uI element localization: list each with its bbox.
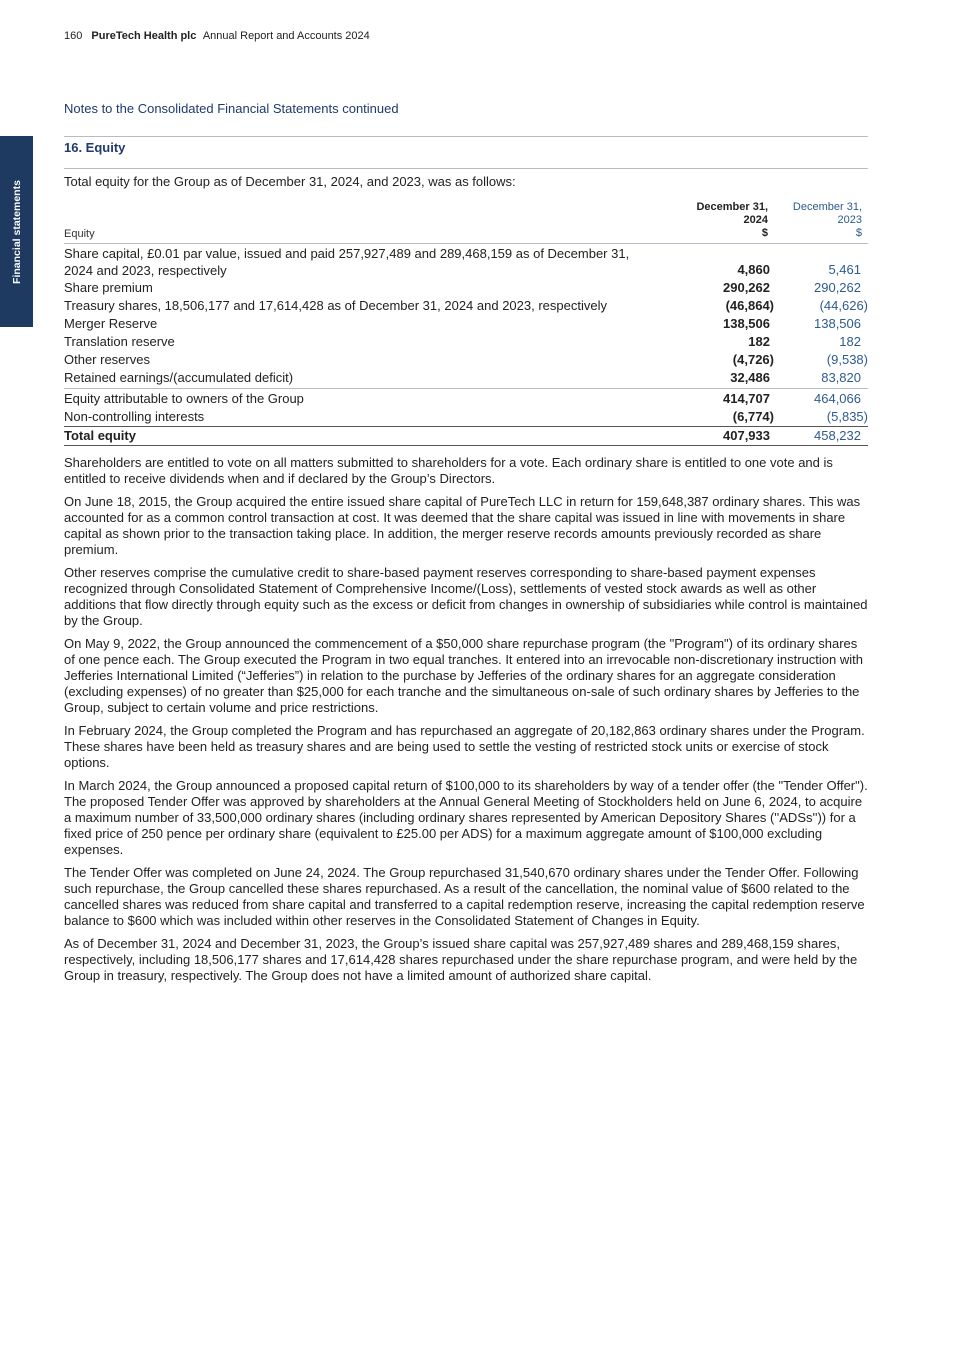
row-label: Merger Reserve — [64, 316, 158, 331]
value-2024: 138,506 — [723, 316, 770, 331]
paragraph: In February 2024, the Group completed the Program and has repurchased an aggregate of 20,182,863 ordinary shares under the Program. These shares have been held as treasury shares and are being used to settle the vesting of restricted stock units or exercise of stock options. — [64, 723, 865, 770]
table-row-treasury-shares — [64, 297, 868, 315]
body-text — [64, 455, 870, 991]
table-row-translation-reserve — [64, 333, 868, 351]
table-row-share-premium — [64, 279, 868, 297]
row-label: Non-controlling interests — [64, 409, 205, 424]
value-2024: (46,864) — [725, 298, 774, 313]
column-header-2024 — [696, 201, 768, 240]
value-2024: 182 — [748, 334, 770, 349]
col-2023-line2: 2023 — [837, 214, 862, 226]
company-name: PureTech Health plc — [91, 30, 197, 42]
running-header — [64, 30, 370, 42]
row-label: Translation reserve — [64, 334, 175, 349]
table-row-retained-earnings — [64, 369, 868, 387]
value-2023: 290,262 — [814, 280, 861, 295]
value-2023: 138,506 — [814, 316, 861, 331]
row-label: Share capital, £0.01 par value, issued and paid 257,927,489 and 289,468,159 as of December 31, — [64, 246, 630, 261]
value-2024: 407,933 — [723, 428, 770, 443]
col-2023-line1: December 31, — [792, 201, 862, 213]
table-row-other-reserves — [64, 351, 868, 369]
paragraph: Other reserves comprise the cumulative credit to share-based payment reserves corresponding to share-based payment expenses recognized through Consolidated Statement of Comprehensive Income/(Loss), settlements of vested stock awards as well as other additions that flow directly through equity such as the excess or deficit from changes in ownership of subsidiaries while control is maintained by the Group. — [64, 565, 868, 628]
table-row-share-capital — [64, 243, 868, 279]
col-2023-unit: $ — [855, 227, 862, 239]
label-column-header: Equity — [64, 228, 95, 240]
notes-title: Notes to the Consolidated Financial Statements continued — [64, 101, 399, 116]
row-label: Total equity — [64, 428, 136, 443]
paragraph: Shareholders are entitled to vote on all matters submitted to shareholders for a vote. Each ordinary share is entitled to one vote and is entitled to receive dividends when and if declared by the Group’s Directors. — [64, 455, 833, 486]
col-2024-line2: 2024 — [743, 214, 768, 226]
row-label: Treasury shares, 18,506,177 and 17,614,428 as of December 31, 2024 and 2023, respectively — [64, 298, 607, 313]
col-2024-line1: December 31, — [696, 201, 768, 213]
paragraph: On May 9, 2022, the Group announced the commencement of a $50,000 share repurchase program (the "Program") of its ordinary shares of one pence each. The Group executed the Program in two equal tranches. It entered into an irrevocable non-discretionary instruction with Jefferies International Limited (“Jefferies”) in relation to the purchase by Jefferies of the ordinary shares for an aggregate consideration (excluding expenses) of no greater than $25,000 for each tranche and the simultaneous on-sale of such ordinary shares by Jefferies to the Group, subject to certain volume and price restrictions. — [64, 636, 863, 715]
row-label: Equity attributable to owners of the Group — [64, 391, 304, 406]
paragraph: On June 18, 2015, the Group acquired the entire issued share capital of PureTech LLC in return for 159,648,387 ordinary shares. This was accounted for as a common control transaction at cost. It was deemed that the share capital was issued in line with movements in share capital as shown prior to the transaction taking place. In addition, the merger reserve records amounts previously recorded as share premium. — [64, 494, 861, 557]
value-2024: (6,774) — [732, 409, 774, 424]
row-label: Retained earnings/(accumulated deficit) — [64, 370, 294, 385]
divider-top — [64, 136, 868, 137]
table-row-non-controlling — [64, 408, 868, 426]
value-2023: (5,835) — [826, 409, 868, 424]
column-header-2023 — [793, 201, 862, 240]
value-2023: 458,232 — [814, 428, 861, 443]
paragraph: The Tender Offer was completed on June 24, 2024. The Group repurchased 31,540,670 ordinary shares under the Tender Offer. Following such repurchase, the Group cancelled these shares repurchased. As a result of the cancellation, the nominal value of $600 related to the cancelled shares was reduced from share capital and transferred to a capital redemption reserve, increasing the capital redemption reserve balance to $600 which was included within other reserves in the Consolidated Statement of Changes in Equity. — [64, 865, 865, 928]
paragraph: As of December 31, 2024 and December 31, 2023, the Group’s issued share capital was 257,927,489 shares and 289,468,159 shares, respectively, including 18,506,177 shares and 17,614,428 shares repurchased under the share repurchase program, and were held by the Group in treasury, respectively. The Group does not have a limited amount of authorized share capital. — [64, 936, 858, 983]
section-heading: 16. Equity — [64, 140, 126, 155]
row-label-cont: 2024 and 2023, respectively — [64, 263, 227, 278]
value-2024: 32,486 — [730, 370, 770, 385]
table-row-total-equity — [64, 426, 868, 446]
row-label: Other reserves — [64, 352, 150, 367]
divider-heading — [64, 168, 868, 169]
equity-table-header — [64, 200, 868, 242]
value-2023: (9,538) — [826, 352, 868, 367]
value-2023: 182 — [839, 334, 861, 349]
page-number: 160 — [64, 30, 83, 42]
equity-table — [64, 200, 868, 446]
section-side-tab — [0, 136, 33, 327]
col-2024-unit: $ — [761, 227, 768, 239]
value-2023: (44,626) — [819, 298, 868, 313]
value-2023: 464,066 — [814, 391, 861, 406]
value-2024: 290,262 — [723, 280, 770, 295]
report-title: Annual Report and Accounts 2024 — [202, 30, 370, 42]
table-row-merger-reserve — [64, 315, 868, 333]
value-2023: 5,461 — [828, 262, 861, 277]
section-intro: Total equity for the Group as of December 31, 2024, and 2023, was as follows: — [64, 174, 516, 189]
paragraph: In March 2024, the Group announced a proposed capital return of $100,000 to its shareholders by way of a tender offer (the "Tender Offer"). The proposed Tender Offer was approved by shareholders at the Annual General Meeting of Stockholders held on June 6, 2024, to acquire a maximum number of 33,500,000 ordinary shares (including ordinary shares represented by American Depository Shares (''ADSs'')) for a fixed price of 250 pence per ordinary share (equivalent to £25.00 per ADS) for a maximum aggregate amount of $100,000 excluding expenses. — [64, 778, 868, 857]
side-tab-label: Financial statements — [10, 179, 23, 284]
value-2024: 414,707 — [723, 391, 770, 406]
value-2024: (4,726) — [732, 352, 774, 367]
table-row-equity-attributable — [64, 388, 868, 408]
value-2024: 4,860 — [737, 262, 770, 277]
value-2023: 83,820 — [821, 370, 861, 385]
row-label: Share premium — [64, 280, 153, 295]
